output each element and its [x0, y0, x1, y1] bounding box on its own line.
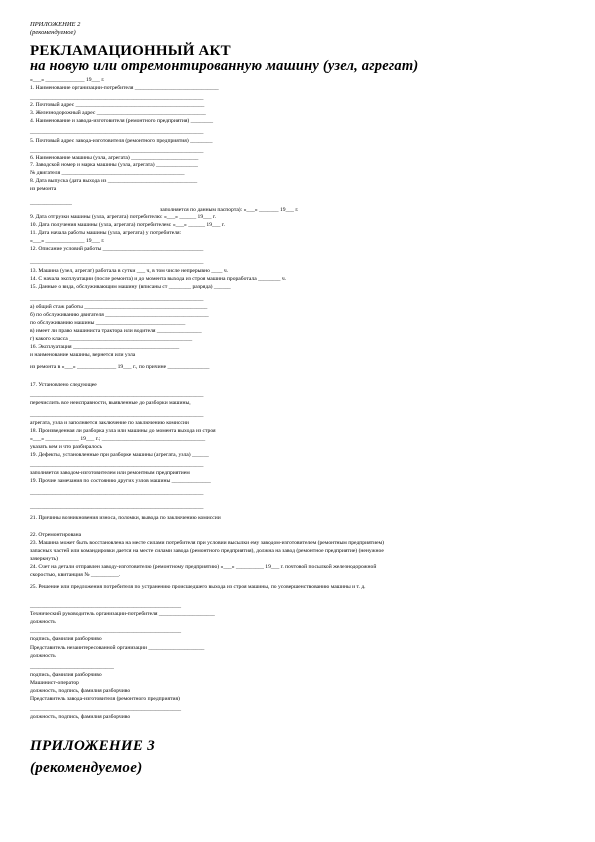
form-line: 12. Описание условий работы ____________________________________	[30, 246, 204, 252]
form-line: а) общий стаж работы ____________________________________________	[30, 304, 208, 310]
form-line: 3. Железнодорожный адрес _______________________________________	[30, 110, 206, 116]
appendix-label: ПРИЛОЖЕНИЕ 2	[30, 21, 81, 28]
form-line: 23. Машина может быть восстановлена на месте силами потребителя при условии высылки ему заводом-изготовителем (ремонтным предприятием)	[30, 540, 384, 546]
signature-line: должность	[30, 653, 56, 659]
form-line: 5. Почтовый адрес завода-изготовителя (ремонтного предприятия) ________	[30, 138, 213, 144]
form-line: скоростью, квитанция № __________.	[30, 572, 121, 578]
form-line: 19. Дефекты, установленные при разборке машины (агрегата, узла) ______	[30, 452, 209, 458]
form-line: 4. Наименование и завода-изготовителя (ремонтного предприятия) ________	[30, 118, 214, 124]
recommended-label: (рекомендуемое)	[30, 29, 76, 36]
signature-line: Представитель завода-изготовителя (ремонтного предприятия)	[30, 696, 180, 702]
signature-line: ______________________________________________________	[30, 706, 182, 712]
form-line: 19. Прочие замечания по состоянию других узлов машины ______________	[30, 478, 211, 484]
form-line: из ремонта	[30, 186, 57, 192]
form-line: 2. Почтовый адрес ______________________________________________	[30, 102, 205, 108]
form-line: и наименование машины, вернется или узла	[30, 352, 136, 358]
form-line: 17. Установлено следующее	[30, 382, 97, 388]
form-line: 21. Причины возникновения износа, поломки, вывода по заключению комиссии	[30, 515, 221, 521]
form-line: ______________________________________________________________	[30, 392, 204, 398]
form-line: _______________	[30, 200, 72, 206]
form-line: б) по обслуживанию двигателя _____________________________________	[30, 312, 209, 318]
signature-line: ______________________________________________________	[30, 628, 182, 634]
form-line: ______________________________________________________________	[30, 148, 204, 154]
form-line: в) имеет ли право машиниста трактора или водителя ________________	[30, 328, 202, 334]
form-line: ______________________________________________________________	[30, 490, 204, 496]
form-line: 11. Дата начала работы машины (узла, агрегата) у потребителя:	[30, 230, 182, 236]
form-line: зачеркнуть)	[30, 556, 58, 562]
document-subtitle: на новую или отремонтированную машину (узел, агрегат)	[30, 58, 419, 74]
signature-line: Машинист-оператор	[30, 680, 79, 686]
form-line: 7. Заводской номер и марка машины (узла, агрегата) _______________	[30, 162, 198, 168]
form-line: «___» ____________ 19___ г.; _____________________________________	[30, 436, 206, 442]
signature-line: ______________________________________________________	[30, 603, 182, 609]
signature-line: подпись, фамилия разборчиво	[30, 672, 102, 678]
form-line: ______________________________________________________________	[30, 504, 204, 510]
next-recommended-label: (рекомендуемое)	[30, 760, 143, 776]
form-line: 15. Данные о вида, обслуживающим машину (вписаны ст ________ разряда) ______	[30, 284, 231, 290]
form-line: ______________________________________________________________	[30, 259, 204, 265]
signature-line: подпись, фамилия разборчиво	[30, 636, 102, 642]
next-appendix-label: ПРИЛОЖЕНИЕ 3	[30, 738, 156, 754]
form-line: 22. Отремонтирована	[30, 532, 82, 538]
signature-line: ______________________________	[30, 664, 114, 670]
form-line: перечислить все неисправности, выявленные до разборки машины,	[30, 400, 191, 406]
form-line: 16. Эксплуатация ______________________________________	[30, 344, 180, 350]
form-line: ______________________________________________________________	[30, 129, 204, 135]
form-line: «___» ______________ 19___ г.	[30, 77, 105, 83]
form-line: ______________________________________________________________	[30, 95, 204, 101]
form-line: агрегата, узла и заполняется заключение по заключению комиссии	[30, 420, 189, 426]
form-line: ______________________________________________________________	[30, 462, 204, 468]
signature-line: должность, подпись, фамилия разборчиво	[30, 714, 131, 720]
form-line: запасных частей или командировки дается на месте силами завода (ремонтного предприятия), должна на завод (ремонтное предприятие) (ненужное	[30, 548, 384, 554]
form-line: «___» ______________ 19___ г.	[30, 238, 105, 244]
form-line: по обслуживанию машины ________________________________	[30, 320, 186, 326]
form-line: 9. Дата отгрузки машины (узла, агрегата) потребителю: «___» ______ 19___ г.	[30, 214, 216, 220]
form-line: 24. Счет на детали отправлен заводу-изготовителю (ремонтному предприятию) «___» __________ 19___ г. почтовой посылкой железнодорожной	[30, 564, 377, 570]
form-line: 6. Наименование машины (узла, агрегата) ________________________	[30, 155, 199, 161]
signature-line: Технический руководитель организации-потребителя ____________________	[30, 611, 215, 617]
signature-line: должность, подпись, фамилия разборчиво	[30, 688, 131, 694]
form-line: ______________________________________________________________	[30, 412, 204, 418]
form-line: № двигателя ____________________________________________	[30, 170, 185, 176]
form-line: из ремонта в «___» ______________ 19___ г., по причине _______________	[30, 364, 210, 370]
signature-line: Представитель незаинтересованной организации ____________________	[30, 645, 205, 651]
form-line: 25. Решение или предложения потребителя по устранению происшедшего выхода из строя машины, по усовершенствованию машины и т. д.	[30, 584, 366, 590]
form-line: 1. Наименование организации-потребителя ______________________________	[30, 85, 219, 91]
form-line: ______________________________________________________________	[30, 296, 204, 302]
signature-line: должность	[30, 619, 56, 625]
document-title: РЕКЛАМАЦИОННЫЙ АКТ	[30, 43, 231, 59]
form-line: 14. С начала эксплуатации (после ремонта) и до момента выхода из строя машина проработала ________ ч.	[30, 276, 287, 282]
form-line: 10. Дата получения машины (узла, агрегата) потребителем: «___» ______ 19___ г.	[30, 222, 225, 228]
form-line: заполняется по данным паспорта): «___» _______ 19___ г.	[160, 207, 299, 213]
form-line: заполняется заводом-изготовителем или ремонтным предприятием	[30, 470, 190, 476]
form-line: 18. Произведенная ли разборка узла или машины до момента выхода из строя	[30, 428, 216, 434]
form-line: 13. Машина (узел, агрегат) работала в сутки ___ ч, в том числе непрерывно ____ ч.	[30, 268, 229, 274]
form-line: указать кем и что разбиралось	[30, 444, 103, 450]
form-line: 8. Дата выпуска (дата выхода из ________________________________	[30, 178, 198, 184]
form-line: г) какого класса ____________________________________________	[30, 336, 193, 342]
